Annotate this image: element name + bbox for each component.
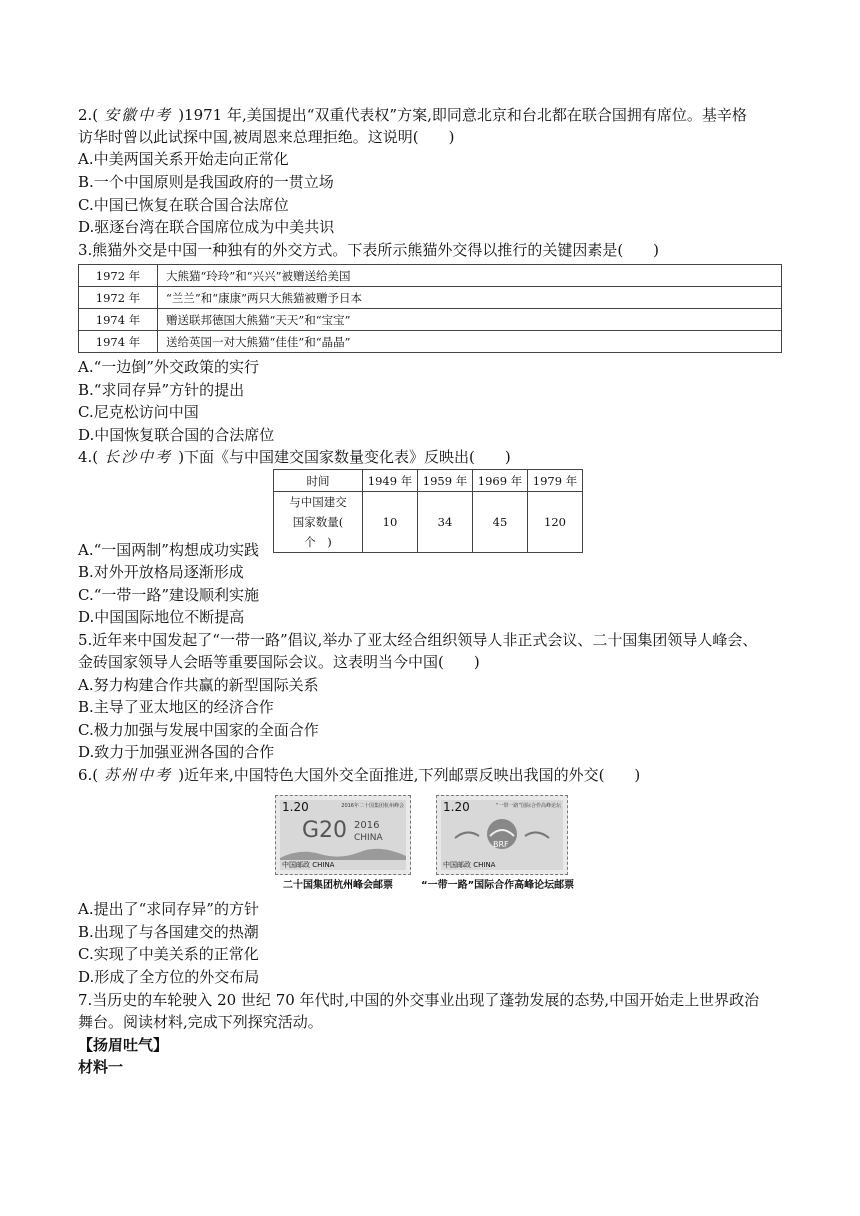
- brf-stamp-caption: “一带一路”国际合作高峰论坛邮票: [421, 880, 575, 891]
- west-lake-scene-icon: [280, 844, 406, 860]
- panda-diplomacy-table: [78, 264, 782, 353]
- q6-option-d: D.形成了全方位的外交布局: [78, 968, 260, 986]
- q2-option-b: B.一个中国原则是我国政府的一贯立场: [78, 173, 334, 191]
- q5-stem-line2: 金砖国家领导人会晤等重要国际会议。这表明当今中国( ): [78, 653, 480, 671]
- q6-stem: 6.( 苏州中考 )近年来,中国特色大国外交全面推进,下列邮票反映出我国的外交( ): [78, 766, 641, 784]
- table-row: 1972 年 大熊猫“玲玲”和“兴兴”被赠送给美国: [79, 265, 782, 287]
- q2-stem-line1: 2.( 安徽中考 )1971 年,美国提出“双重代表权”方案,即同意北京和台北都在联合国拥有席位。基辛格: [78, 106, 747, 124]
- table-row: 与中国建交 国家数量( 个 ) 10 34 45 120: [274, 492, 583, 553]
- q5-option-a: A.努力构建合作共赢的新型国际关系: [78, 676, 319, 694]
- brf-logo-text: BRF: [493, 840, 509, 849]
- q2-option-c: C.中国已恢复在联合国合法席位: [78, 196, 289, 214]
- table-row: 1974 年 赠送联邦德国大熊猫“天天”和“宝宝”: [79, 309, 782, 331]
- q5-option-c: C.极力加强与发展中国家的全面合作: [78, 721, 319, 739]
- q2-source: 安徽中考: [104, 106, 173, 124]
- q2-option-a: A.中美两国关系开始走向正常化: [78, 150, 289, 168]
- table-row: 1974 年 送给英国一对大熊猫“佳佳”和“晶晶”: [79, 331, 782, 353]
- g20-stamp-image: [275, 795, 411, 875]
- q4-option-b: B.对外开放格局逐渐形成: [78, 563, 244, 581]
- q3-option-d: D.中国恢复联合国的合法席位: [78, 426, 275, 444]
- q4-stem: 4.( 长沙中考 )下面《与中国建交国家数量变化表》反映出( ): [78, 448, 511, 466]
- q6-option-a: A.提出了“求同存异”的方针: [78, 900, 259, 918]
- q4-option-d: D.中国国际地位不断提高: [78, 608, 245, 626]
- g20-stamp-caption: 二十国集团杭州峰会邮票: [283, 880, 393, 891]
- g20-logo: G20: [302, 818, 348, 843]
- stamp-postal-mark: 中国邮政 CHINA: [282, 861, 335, 869]
- q5-option-d: D.致力于加强亚洲各国的合作: [78, 743, 275, 761]
- q6-option-c: C.实现了中美关系的正常化: [78, 945, 259, 963]
- table-header-row: 时间 1949 年 1959 年 1969 年 1979 年: [274, 470, 583, 492]
- q3-option-c: C.尼克松访问中国: [78, 403, 199, 421]
- diplomatic-relations-table: [273, 469, 583, 553]
- stamp-header: “一带一路”国际合作高峰论坛: [495, 803, 561, 809]
- q6-source: 苏州中考: [104, 766, 173, 784]
- q4-option-a: A.“一国两制”构想成功实践: [78, 541, 259, 559]
- q2-stem-line2: 访华时曾以此试探中国,被周恩来总理拒绝。这说明( ): [78, 128, 455, 146]
- stamp-postal-mark: 中国邮政 CHINA: [443, 861, 496, 869]
- q4-option-c: C.“一带一路”建设顺利实施: [78, 586, 260, 604]
- stamp-header: 2016年二十国集团杭州峰会: [341, 803, 404, 809]
- q3-option-a: A.“一边倒”外交政策的实行: [78, 358, 259, 376]
- q3-stem: 3.熊猫外交是中国一种独有的外交方式。下表所示熊猫外交得以推行的关键因素是( ): [78, 241, 660, 259]
- q6-option-b: B.出现了与各国建交的热潮: [78, 923, 259, 941]
- q3-option-b: B.“求同存异”方针的提出: [78, 381, 245, 399]
- table-row: 1972 年 “兰兰”和“康康”两只大熊猫被赠予日本: [79, 287, 782, 309]
- stamp-value: 1.20: [443, 800, 470, 814]
- q7-material-label: 材料一: [78, 1058, 124, 1076]
- stamp-year: 2016: [354, 820, 380, 831]
- q5-option-b: B.主导了亚太地区的经济合作: [78, 698, 274, 716]
- q7-stem-line2: 舞台。阅读材料,完成下列探究活动。: [78, 1013, 323, 1031]
- q4-source: 长沙中考: [104, 448, 173, 466]
- brf-stamp-image: [436, 795, 568, 875]
- q7-section-heading: 【扬眉吐气】: [78, 1036, 169, 1054]
- q7-stem-line1: 7.当历史的车轮驶入 20 世纪 70 年代时,中国的外交事业出现了蓬勃发展的态势,中国开始走上世界政治: [78, 991, 760, 1009]
- stamp-value: 1.20: [282, 800, 309, 814]
- q2-option-d: D.驱逐台湾在联合国席位成为中美共识: [78, 218, 335, 236]
- q5-stem-line1: 5.近年来中国发起了“一带一路”倡议,举办了亚太经合组织领导人非正式会议、二十国集团领导人峰会、: [78, 631, 758, 649]
- stamp-country: CHINA: [354, 833, 383, 843]
